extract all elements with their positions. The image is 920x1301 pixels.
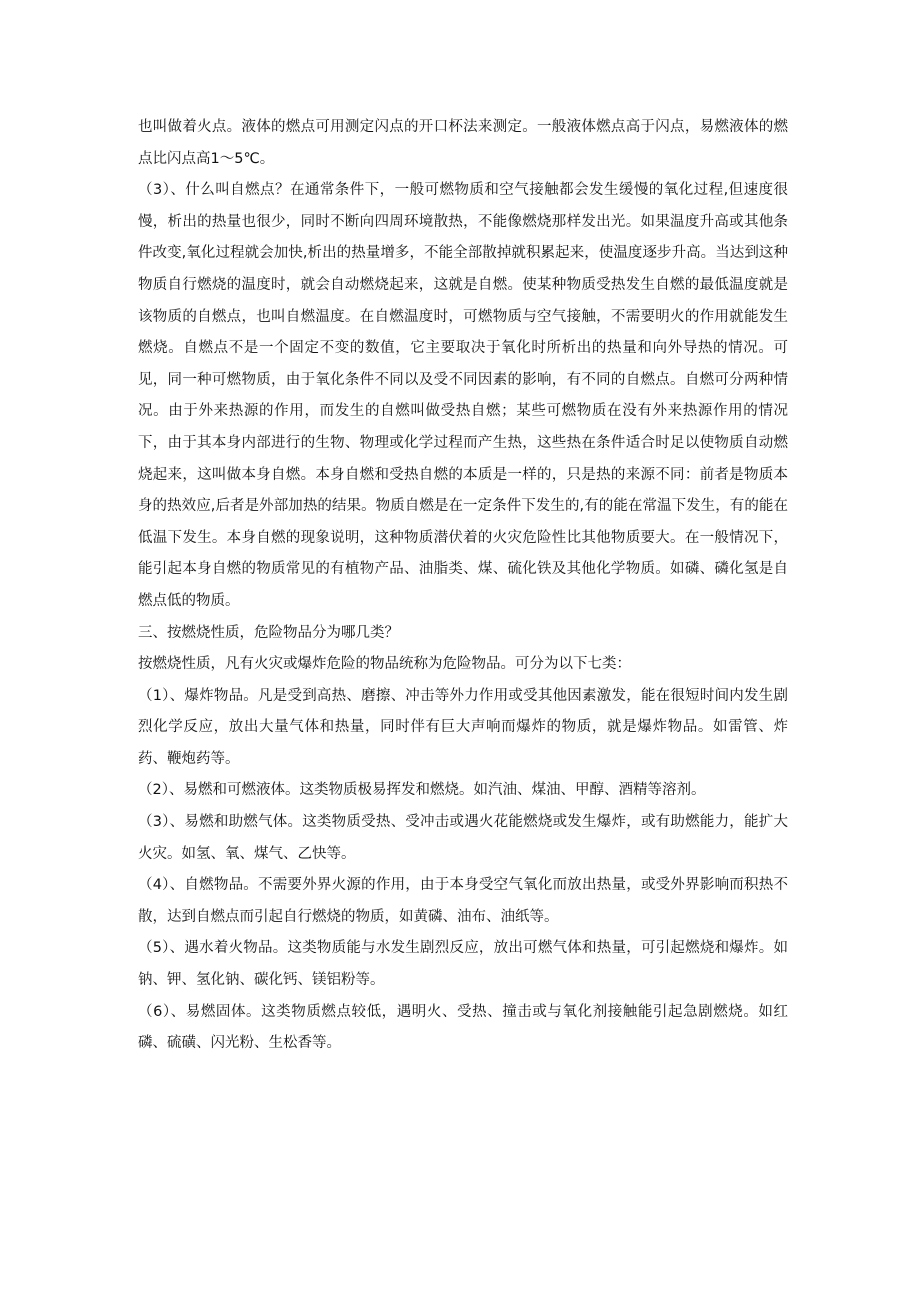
paragraph-flammable-liquids: （2）、易燃和可燃液体。这类物质极易挥发和燃烧。如汽油、煤油、甲醇、酒精等溶剂。 xyxy=(138,782,706,799)
paragraph-spontaneous-combustion: （4）、自燃物品。不需要外界火源的作用，由于本身受空气氧化而放出热量，或受外界影响而积热不散，达到自燃点而引起自行燃烧的物质，如黄磷、油布、油纸等。 xyxy=(138,877,788,925)
paragraph-flammable-solids: （6）、易燃固体。这类物质燃点较低，遇明火、受热、撞击或与氧化剂接触能引起急剧燃烧。如红磷、硫磺、闪光粉、生松香等。 xyxy=(138,1003,788,1052)
paragraph-water-reactive: （5）、遇水着火物品。这类物质能与水发生剧烈反应，放出可燃气体和热量，可引起燃烧和爆炸。如钠、钾、氢化钠、碳化钙、镁铝粉等。 xyxy=(138,940,788,989)
section-heading-hazard-classes: 三、按燃烧性质，危险物品分为哪几类？ xyxy=(138,624,399,641)
paragraph-autoignition-point: （3）、什么叫自燃点？在通常条件下，一般可燃物质和空气接触都会发生缓慢的氧化过程,但速度很慢，析出的热量也很少，同时不断向四周环境散热，不能像燃烧那样发出光。如果温度升高或其他条件改变,氧化过程就会加快,析出的热量增多，不能全部散掉就积累起来，使温度逐步升高。当达到这种物质自行燃烧的温度时，就会自动燃烧起来，这就是自燃。使某种物质受热发生自燃的最低温度就是该物质的自燃点，也叫自燃温度。在自燃温度时，可燃物质与空气接触，不需要明火的作用就能发生燃烧。自燃点不是一个固定不变的数值，它主要取决于氧化时所析出的热量和向外导热的情况。可见，同一种可燃物质，由于氧化条件不同以及受不同因素的影响，有不同的自燃点。自燃可分两种情况。由于外来热源的作用，而发生的自燃叫做受热自燃；某些可燃物质在没有外来热源作用的情况下，由于其本身内部进行的生物、物理或化学过程而产生热，这些热在条件适合时足以使物质自动燃烧起来，这叫做本身自燃。本身自燃和受热自燃的本质是一样的，只是热的来源不同：前者是物质本身的热效应,后者是外部加热的结果。物质自燃是在一定条件下发生的,有的能在常温下发生，有的能在低温下发生。本身自燃的现象说明，这种物质潜伏着的火灾危险性比其他物质要大。在一般情况下，能引起本身自燃的物质常见的有植物产品、油脂类、煤、硫化铁及其他化学物质。如磷、磷化氢是自燃点低的物质。 xyxy=(138,182,788,609)
paragraph-hazard-intro: 按燃烧性质，凡有火灾或爆炸危险的物品统称为危险物品。可分为以下七类： xyxy=(138,656,631,673)
paragraph-flammable-gases: （3）、易燃和助燃气体。这类物质受热、受冲击或遇火花能燃烧或发生爆炸，或有助燃能力，能扩大火灾。如氢、氧、煤气、乙快等。 xyxy=(138,814,788,862)
document-body xyxy=(138,112,788,1060)
paragraph-explosives: （1）、爆炸物品。凡是受到高热、磨擦、冲击等外力作用或受其他因素激发，能在很短时间内发生剧烈化学反应，放出大量气体和热量，同时伴有巨大声响而爆炸的物质，就是爆炸物品。如雷管、炸药、鞭炮药等。 xyxy=(138,687,788,767)
paragraph-ignition-point-continued: 也叫做着火点。液体的燃点可用测定闪点的开口杯法来测定。一般液体燃点高于闪点，易燃液体的燃点比闪点高1～5℃。 xyxy=(138,119,788,167)
